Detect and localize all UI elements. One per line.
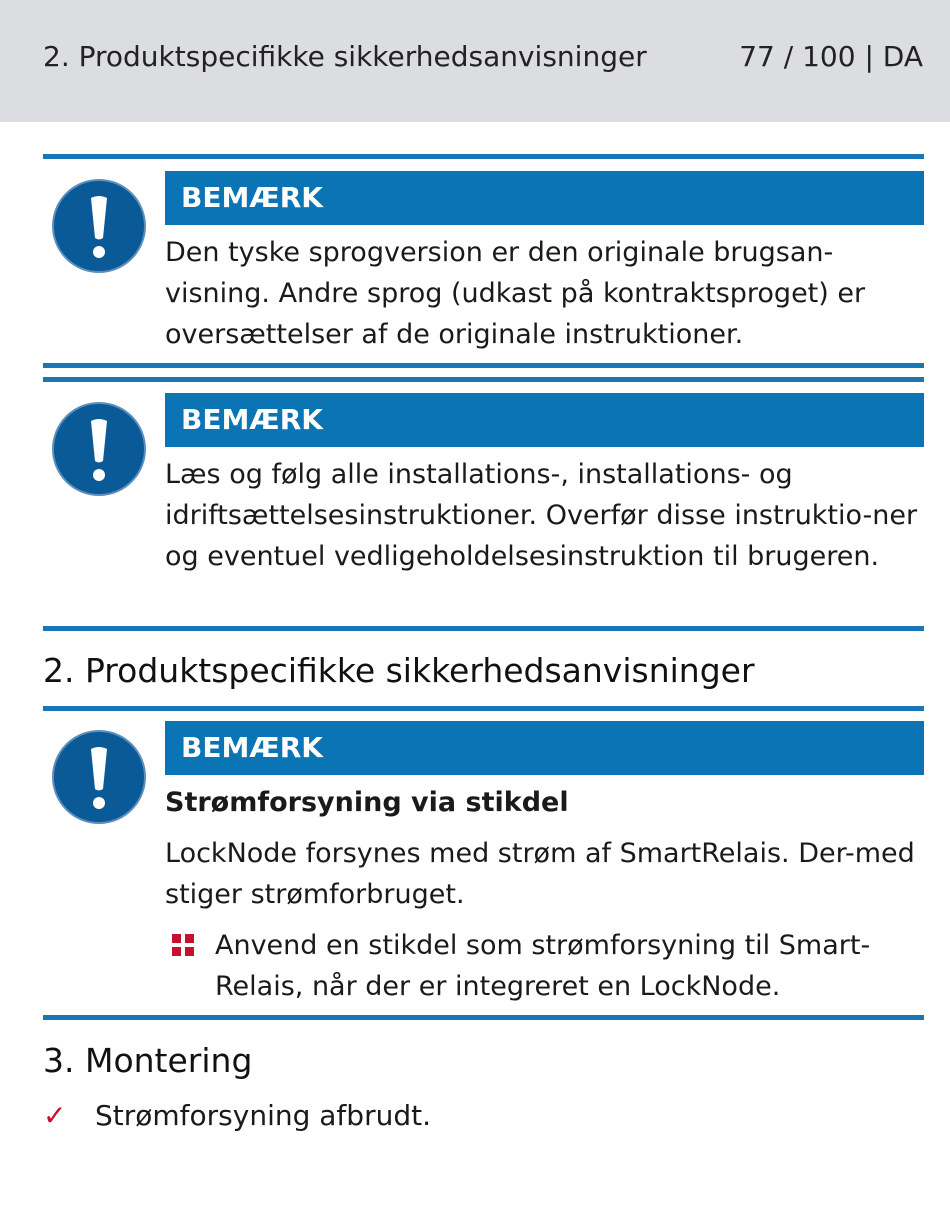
notice-rule-top — [43, 706, 924, 711]
notice-body: Læs og følg alle installations-, installations- og idriftsættelsesinstruktioner. Overfør disse instruktio-ner og eventuel vedligeholdelsesinstruktion til brugeren. — [165, 459, 918, 572]
notice-text — [165, 833, 925, 915]
notice-rule-top — [43, 377, 924, 382]
bullet-item: Anvend en stikdel som strømforsyning til Smart-Relais, når der er integreret en LockNode. — [215, 930, 871, 1002]
notice-subtitle: Strømforsyning via stikdel — [165, 787, 569, 818]
notice-rule-top — [43, 154, 924, 159]
checkmark-icon: ✓ — [43, 1099, 67, 1132]
section-heading: 2. Produktspecifikke sikkerhedsanvisninger — [43, 651, 755, 690]
notice-label: BEMÆRK — [165, 393, 924, 447]
checklist-item: Strømforsyning afbrudt. — [95, 1099, 431, 1132]
notice-rule-bottom — [43, 1015, 924, 1020]
exclamation-icon — [51, 401, 147, 497]
square-bullet-icon — [172, 934, 194, 956]
notice-body: Den tyske sprogversion er den originale brugsan-visning. Andre sprog (udkast på kontraktsproget) er oversættelser af de originale instruktioner. — [165, 237, 866, 350]
exclamation-icon — [51, 729, 147, 825]
page-number: 77 / 100 | DA — [739, 40, 923, 73]
notice-text — [165, 232, 925, 355]
notice-label: BEMÆRK — [165, 171, 924, 225]
notice-rule-bottom — [43, 363, 924, 368]
notice-label: BEMÆRK — [165, 721, 924, 775]
exclamation-icon — [51, 178, 147, 274]
section-heading: 3. Montering — [43, 1041, 253, 1080]
notice-body: LockNode forsynes med strøm af SmartRelais. Der-med stiger strømforbruget. — [165, 838, 915, 910]
page-header — [0, 0, 950, 122]
notice-text — [165, 454, 925, 577]
notice-rule-bottom — [43, 626, 924, 631]
running-title: 2. Produktspecifikke sikkerhedsanvisninger — [43, 40, 647, 73]
